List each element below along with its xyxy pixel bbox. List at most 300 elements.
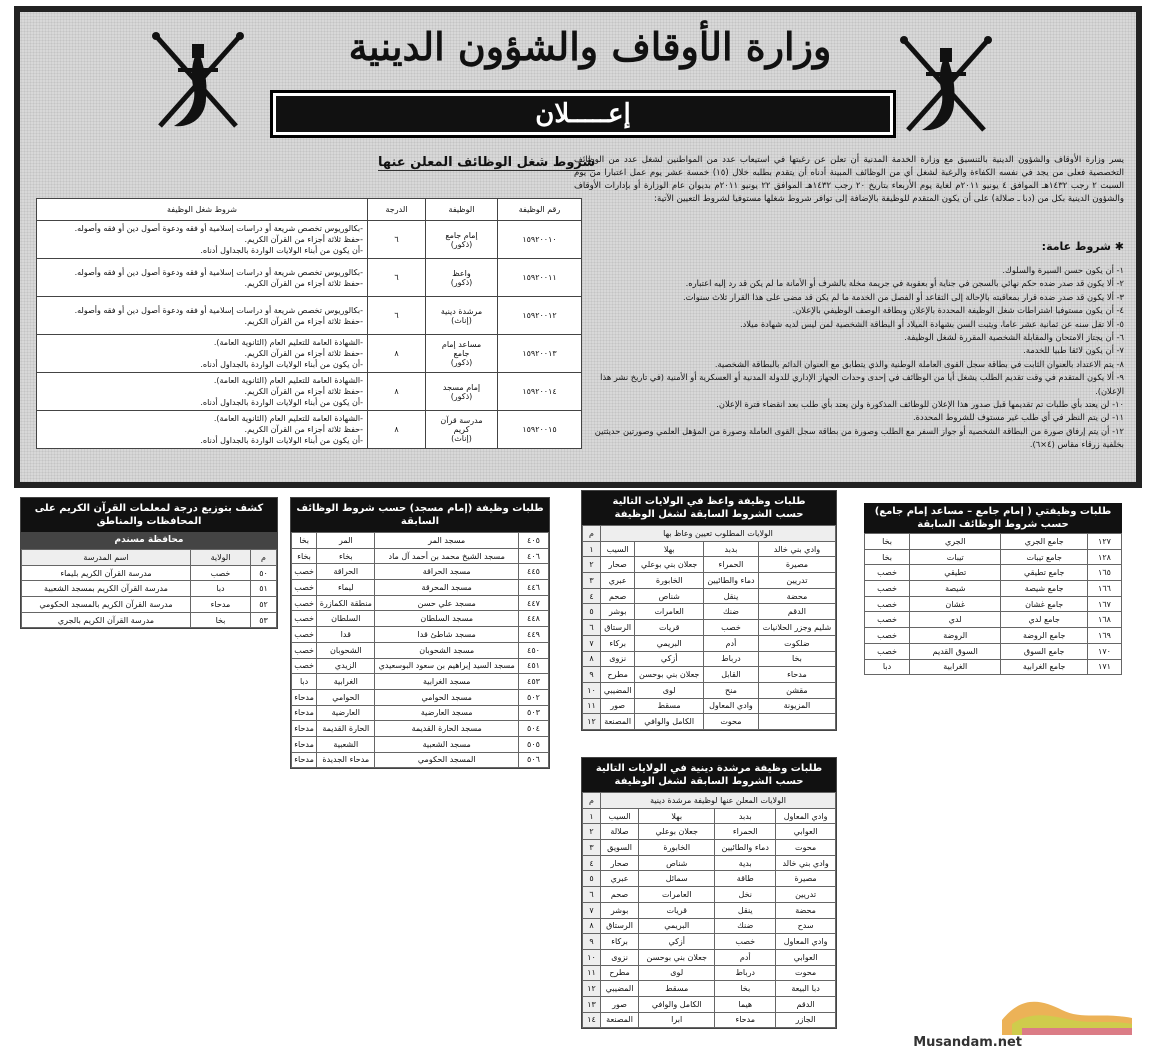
job-number-cell: ١٥٩٢٠٠١٢ bbox=[498, 297, 582, 335]
number-cell: ٤٠٥ bbox=[519, 533, 549, 549]
location-cell: تطيقي bbox=[910, 565, 1001, 581]
table-row bbox=[583, 573, 836, 589]
wilayat-cell: المصنعة bbox=[601, 714, 635, 730]
wilayat-cell: صحم bbox=[601, 887, 639, 903]
mosque-cell: مسجد علي حسن bbox=[375, 595, 519, 611]
mosque-cell: مسجد الغرابية bbox=[375, 674, 519, 690]
wilayat-cell: بهلا bbox=[639, 808, 715, 824]
general-condition-item: ١٢- أن يتم إرفاق صورة من البطاقة الشخصية أو جواز السفر مع الطلب وصورة من بطاقة سجل القوى العاملة وصورة من المؤهل العلمي وصورتين حديثتين بخلفية زرقاء مقاس (٤×٦). bbox=[594, 425, 1124, 450]
school-cell: مدرسة القرآن الكريم بليماء bbox=[22, 565, 191, 581]
wilayat-cell: خصب bbox=[865, 612, 910, 628]
wilayat-cell: صور bbox=[601, 996, 639, 1012]
wilayat-cell: الكامل والوافي bbox=[639, 996, 715, 1012]
wilayat-cell: خصب bbox=[191, 565, 251, 581]
table-row bbox=[583, 808, 836, 824]
wilayat-cell: المضيبي bbox=[601, 682, 635, 698]
wilayat-cell: خصب bbox=[865, 581, 910, 597]
wilayat-cell: وادي بني خالد bbox=[776, 855, 836, 871]
wilayat-cell: الكامل والوافي bbox=[635, 714, 704, 730]
wilayat-cell: خصب bbox=[865, 643, 910, 659]
wilayat-cell: نزوى bbox=[601, 651, 635, 667]
wilayat-cell: محوت bbox=[776, 965, 836, 981]
panel-title: طلبات وظيفتي ( إمام جامع – مساعد إمام جامع) حسب شروط الوظائف السابقة bbox=[864, 503, 1122, 533]
mosque-cell: جامع غشان bbox=[1001, 596, 1088, 612]
wilayat-cell: جعلان بني بوحسن bbox=[635, 667, 704, 683]
wilayat-cell: بدبد bbox=[715, 808, 776, 824]
table-row bbox=[583, 996, 836, 1012]
wilayat-cell: نخل bbox=[715, 887, 776, 903]
guide-jobs-panel bbox=[581, 757, 837, 1029]
musandam-watermark-logo bbox=[913, 990, 1142, 1050]
mosque-imam-panel bbox=[290, 497, 550, 769]
wilayat-cell: خصب bbox=[292, 580, 317, 596]
column-header: الوظيفة bbox=[426, 199, 498, 221]
general-condition-item: ٨- يتم الاعتداد بالعنوان الثابت في بطاقة سجل القوى العاملة الوطنية والذي يتطابق مع العنوان الدائم بالبطاقة الشخصية. bbox=[714, 358, 1124, 369]
wilayat-cell: السويق bbox=[601, 840, 639, 856]
wilayat-cell: جعلان بوعلي bbox=[639, 824, 715, 840]
general-condition-item: ١٠- لن يعتد بأي طلبات تم تقديمها قبل صدور هذا الإعلان للوظائف المذكورة ولن يعتد بأي طلب بعد انقضاء فترة الإعلان. bbox=[716, 399, 1124, 410]
governorate-label: محافظة مسندم bbox=[21, 532, 277, 549]
mosque-cell: مسجد العارضية bbox=[375, 705, 519, 721]
wilayat-cell: شناص bbox=[639, 855, 715, 871]
requirements-cell: -الشهادة العامة للتعليم العام (الثانوية العامة). -حفظ ثلاثة أجزاء من القرآن الكريم. -أن يكون من أبناء الولايات الواردة بالجداول أدناه. bbox=[37, 335, 368, 373]
mosque-cell: مسجد الحراقة bbox=[375, 564, 519, 580]
location-cell: المر bbox=[317, 533, 375, 549]
location-cell: الحارة القديمة bbox=[317, 721, 375, 737]
wilayat-cell: مصيرة bbox=[776, 871, 836, 887]
watermark-text: Musandam.net bbox=[913, 1035, 1022, 1050]
number-cell: ٤٤٩ bbox=[519, 627, 549, 643]
khanjar-emblem-icon bbox=[896, 34, 996, 144]
wilayat-cell: محضة bbox=[776, 902, 836, 918]
wilayat-cell: دماء والطائيين bbox=[715, 840, 776, 856]
wilayat-cell bbox=[758, 714, 835, 730]
wilayat-cell: منح bbox=[704, 682, 759, 698]
school-cell: مدرسة القرآن الكريم بالجري bbox=[22, 612, 191, 628]
table-row bbox=[583, 824, 836, 840]
number-cell: ٥٠٥ bbox=[519, 736, 549, 752]
table-row bbox=[292, 689, 549, 705]
wilayat-cell: تدريين bbox=[776, 887, 836, 903]
wilayat-cell: خصب bbox=[292, 611, 317, 627]
wilayat-cell: عبري bbox=[601, 573, 635, 589]
wilayat-cell: مدحاء bbox=[292, 721, 317, 737]
wilayat-cell: نزوى bbox=[601, 949, 639, 965]
wilayat-cell: مدحاء bbox=[292, 689, 317, 705]
panel-subheading: الولايات المعلن عنها لوظيفة مرشدة دينية bbox=[601, 793, 836, 809]
table-row bbox=[292, 580, 549, 596]
column-header: م bbox=[583, 793, 601, 809]
row-number-cell: ٩ bbox=[583, 667, 601, 683]
mosque-cell: جامع تيبات bbox=[1001, 549, 1088, 565]
location-cell: الحوامي bbox=[317, 689, 375, 705]
table-row bbox=[37, 335, 582, 373]
column-header: م bbox=[251, 550, 277, 566]
table-row bbox=[583, 682, 836, 698]
general-condition-item: ٦- أن يجتاز الامتحان والمقابلة الشخصية المقررة لشغل الوظيفة. bbox=[904, 332, 1124, 343]
table-row bbox=[292, 674, 549, 690]
school-cell: مدرسة القرآن الكريم بمسجد الشعبية bbox=[22, 581, 191, 597]
general-condition-item: ٣- ألا يكون قد صدر ضده قرار بمعاقبته بالإحالة إلى التقاعد أو الفصل من الخدمة ما لم يكن قد مضى على هذا القرار ثلاث سنوات. bbox=[682, 291, 1124, 302]
number-cell: ١٢٨ bbox=[1088, 549, 1122, 565]
job-number-cell: ١٥٩٢٠٠١١ bbox=[498, 259, 582, 297]
wilayat-cell: الحمراء bbox=[715, 824, 776, 840]
wilayat-cell: القابل bbox=[704, 667, 759, 683]
wilayat-cell: عبري bbox=[601, 871, 639, 887]
wilayat-cell: مدحاء bbox=[292, 736, 317, 752]
wilayat-cell: بركاء bbox=[601, 635, 635, 651]
number-cell: ٤٥١ bbox=[519, 658, 549, 674]
table-row bbox=[292, 721, 549, 737]
row-number-cell: ٩ bbox=[583, 934, 601, 950]
wilayat-cell: خصب bbox=[704, 620, 759, 636]
location-cell: منطقة الكمازرة bbox=[317, 595, 375, 611]
wilayat-cell: لوى bbox=[639, 965, 715, 981]
table-row bbox=[583, 604, 836, 620]
job-title-cell: مساعد إمام جامع (ذكور) bbox=[426, 335, 498, 373]
table-row bbox=[22, 597, 277, 613]
wilayat-cell: البريمي bbox=[635, 635, 704, 651]
wilayat-cell: ينقل bbox=[704, 588, 759, 604]
wilayat-cell: مصيرة bbox=[758, 557, 835, 573]
wilayat-cell: السيب bbox=[601, 541, 635, 557]
table-row bbox=[292, 595, 549, 611]
wilayat-cell: مسقط bbox=[635, 698, 704, 714]
location-cell: بخاء bbox=[317, 548, 375, 564]
job-title-cell: واعظ (ذكور) bbox=[426, 259, 498, 297]
table-row bbox=[865, 549, 1122, 565]
row-number-cell: ١٢ bbox=[583, 981, 601, 997]
number-cell: ٤٥٠ bbox=[519, 642, 549, 658]
row-number-cell: ١٠ bbox=[583, 682, 601, 698]
general-condition-item: ٧- أن يكون لائقا طبيا للخدمة. bbox=[1023, 345, 1124, 356]
wilayat-cell: درباط bbox=[715, 965, 776, 981]
wilayat-cell: صحار bbox=[601, 855, 639, 871]
wilayat-cell: بوشر bbox=[601, 902, 639, 918]
row-number-cell: ٥ bbox=[583, 604, 601, 620]
wilayat-cell: المزيونة bbox=[758, 698, 835, 714]
wilayat-cell: مسقط bbox=[639, 981, 715, 997]
table-row bbox=[583, 557, 836, 573]
table-row bbox=[583, 588, 836, 604]
table-row bbox=[292, 705, 549, 721]
wilayat-cell: بخا bbox=[865, 534, 910, 550]
panel-title: طلبات وظيفة (إمام مسجد) حسب شروط الوظائف السابقة bbox=[291, 498, 549, 532]
wilayat-cell: قريات bbox=[635, 620, 704, 636]
wilayat-cell: دماء والطائيين bbox=[704, 573, 759, 589]
number-cell: ٤٤٥ bbox=[519, 564, 549, 580]
wilayat-cell: المضيبي bbox=[601, 981, 639, 997]
table-header-row bbox=[37, 199, 582, 221]
number-cell: ١٧١ bbox=[1088, 659, 1122, 675]
wilayat-cell: ينقل bbox=[715, 902, 776, 918]
wilayat-cell: دبا bbox=[292, 674, 317, 690]
general-conditions-title: ✱ شروط عامة: bbox=[1041, 240, 1124, 253]
mosque-cell: جامع لدي bbox=[1001, 612, 1088, 628]
number-cell: ١٦٨ bbox=[1088, 612, 1122, 628]
table-row bbox=[865, 581, 1122, 597]
job-number-cell: ١٥٩٢٠٠١٣ bbox=[498, 335, 582, 373]
wilayat-cell: درباط bbox=[704, 651, 759, 667]
wilayat-cell: مطرح bbox=[601, 667, 635, 683]
mosque-cell: جامع الغرابية bbox=[1001, 659, 1088, 675]
wilayat-cell: خصب bbox=[715, 934, 776, 950]
wilayat-cell: الخابورة bbox=[639, 840, 715, 856]
mosque-cell: المسجد الحكومي bbox=[375, 752, 519, 768]
job-number-cell: ١٥٩٢٠٠١٠ bbox=[498, 221, 582, 259]
wilayat-cell: محضة bbox=[758, 588, 835, 604]
table-row bbox=[583, 902, 836, 918]
mosque-cell: مسجد المر bbox=[375, 533, 519, 549]
panel-title: كشف بتوزيع درجة لمعلمات القرآن الكريم على المحافظات والمناطق bbox=[21, 498, 277, 532]
wilayat-cell: الرستاق bbox=[601, 620, 635, 636]
panel-title: طلبات وظيفة مرشدة دينية في الولايات التالية حسب الشروط السابقة لشغل الوظيفة bbox=[582, 758, 836, 792]
mosque-cell: جامع الروضة bbox=[1001, 628, 1088, 644]
wilayat-cell: مطرح bbox=[601, 965, 639, 981]
table-row bbox=[583, 887, 836, 903]
table-row bbox=[583, 855, 836, 871]
wilayat-cell: سمائل bbox=[639, 871, 715, 887]
row-number-cell: ١٣ bbox=[583, 996, 601, 1012]
row-number-cell: ١٤ bbox=[583, 1012, 601, 1028]
table-row bbox=[292, 642, 549, 658]
table-row bbox=[583, 541, 836, 557]
wilayat-cell: دبا bbox=[191, 581, 251, 597]
location-cell: الروضة bbox=[910, 628, 1001, 644]
column-header: م bbox=[583, 526, 601, 542]
imam-jobs-panel bbox=[864, 503, 1122, 675]
location-cell: الشعبية bbox=[317, 736, 375, 752]
table-row bbox=[292, 627, 549, 643]
school-cell: مدرسة القرآن الكريم بالمسجد الحكومي bbox=[22, 597, 191, 613]
wilayat-cell: خصب bbox=[292, 564, 317, 580]
table-row bbox=[583, 965, 836, 981]
wilayat-cell: مدحاء bbox=[191, 597, 251, 613]
wilayat-cell: المصنعة bbox=[601, 1012, 639, 1028]
table-row bbox=[37, 297, 582, 335]
jobs-table bbox=[36, 198, 582, 449]
location-cell: الحراقة bbox=[317, 564, 375, 580]
requirements-cell: -الشهادة العامة للتعليم العام (الثانوية العامة). -حفظ ثلاثة أجزاء من القرآن الكريم. -أن يكون من أبناء الولايات الواردة بالجداول أدناه. bbox=[37, 373, 368, 411]
table-row bbox=[583, 871, 836, 887]
column-header: اسم المدرسة bbox=[22, 550, 191, 566]
location-cell: السوق القديم bbox=[910, 643, 1001, 659]
location-cell: شيصة bbox=[910, 581, 1001, 597]
number-cell: ٤٤٧ bbox=[519, 595, 549, 611]
table-row bbox=[583, 667, 836, 683]
number-cell: ١٢٧ bbox=[1088, 534, 1122, 550]
job-number-cell: ١٥٩٢٠٠١٥ bbox=[498, 411, 582, 449]
grade-cell: ٦ bbox=[368, 259, 426, 297]
wilayat-cell: الدقم bbox=[776, 996, 836, 1012]
mosque-cell: جامع تطيقي bbox=[1001, 565, 1088, 581]
grade-cell: ٨ bbox=[368, 411, 426, 449]
wilayat-cell: البريمي bbox=[639, 918, 715, 934]
wilayat-cell: بخا bbox=[865, 549, 910, 565]
general-condition-item: ٥- ألا تقل سنه عن ثمانية عشر عاما، ويثبت السن بشهادة الميلاد أو البطاقة الشخصية لمن ليس لديه شهادة ميلاد. bbox=[739, 318, 1124, 329]
wilayat-cell: لوى bbox=[635, 682, 704, 698]
wilayat-cell: خصب bbox=[292, 627, 317, 643]
wilayat-cell: الخابورة bbox=[635, 573, 704, 589]
table-row bbox=[865, 659, 1122, 675]
wilayat-cell: محوت bbox=[776, 840, 836, 856]
location-cell: قدا bbox=[317, 627, 375, 643]
wilayat-cell: وادي المعاول bbox=[776, 808, 836, 824]
wilayat-cell: ضلكوت bbox=[758, 635, 835, 651]
column-header: رقم الوظيفة bbox=[498, 199, 582, 221]
number-cell: ١٦٩ bbox=[1088, 628, 1122, 644]
wilayat-cell: أزكي bbox=[635, 651, 704, 667]
row-number-cell: ٢ bbox=[583, 824, 601, 840]
preacher-jobs-panel bbox=[581, 490, 837, 731]
table-row bbox=[583, 934, 836, 950]
location-cell: الشحوبان bbox=[317, 642, 375, 658]
row-number-cell: ٦ bbox=[583, 620, 601, 636]
wilayat-cell: السيب bbox=[601, 808, 639, 824]
wilayat-cell: وادي بني خالد bbox=[758, 541, 835, 557]
general-conditions-label: شروط عامة: bbox=[1041, 240, 1111, 253]
guide-jobs-table bbox=[582, 792, 836, 1028]
table-row bbox=[37, 373, 582, 411]
wilayat-cell: وادي المعاول bbox=[776, 934, 836, 950]
row-number-cell: ٤ bbox=[583, 855, 601, 871]
row-number-cell: ٥ bbox=[583, 871, 601, 887]
mosque-cell: مسجد السلطان bbox=[375, 611, 519, 627]
mosque-imam-table bbox=[291, 532, 549, 768]
row-number-cell: ١١ bbox=[583, 965, 601, 981]
table-row bbox=[583, 918, 836, 934]
preacher-jobs-table bbox=[582, 525, 836, 730]
table-row bbox=[37, 221, 582, 259]
number-cell: ٥٢ bbox=[251, 597, 277, 613]
mosque-cell: مسجد الحارة القديمة bbox=[375, 721, 519, 737]
wilayat-cell: الحمراء bbox=[704, 557, 759, 573]
wilayat-cell: دبا bbox=[865, 659, 910, 675]
location-cell: ليماء bbox=[317, 580, 375, 596]
table-row bbox=[583, 635, 836, 651]
mosque-cell: مسجد المحرقة bbox=[375, 580, 519, 596]
table-row bbox=[583, 840, 836, 856]
job-title-cell: إمام جامع (ذكور) bbox=[426, 221, 498, 259]
table-row bbox=[583, 651, 836, 667]
number-cell: ٥١ bbox=[251, 581, 277, 597]
table-row bbox=[22, 581, 277, 597]
wilayat-cell: تدريين bbox=[758, 573, 835, 589]
location-cell: الجري bbox=[910, 534, 1001, 550]
wilayat-cell: الرستاق bbox=[601, 918, 639, 934]
requirements-cell: -بكالوريوس تخصص شريعة أو دراسات إسلامية أو فقه ودعوة أصول دين أو فقه وأصوله. -حفظ ثلاثة أجزاء من القرآن الكريم. bbox=[37, 297, 368, 335]
wilayat-cell: بخا bbox=[292, 533, 317, 549]
wilayat-cell: شناص bbox=[635, 588, 704, 604]
mosque-cell: مسجد الشيخ محمد بن أحمد آل ماد bbox=[375, 548, 519, 564]
row-number-cell: ١١ bbox=[583, 698, 601, 714]
general-conditions-list bbox=[574, 264, 1124, 452]
wilayat-cell: مقشن bbox=[758, 682, 835, 698]
table-row bbox=[292, 533, 549, 549]
number-cell: ٥٠٣ bbox=[519, 705, 549, 721]
wilayat-cell: قريات bbox=[639, 902, 715, 918]
location-cell: العارضية bbox=[317, 705, 375, 721]
number-cell: ٥٠٤ bbox=[519, 721, 549, 737]
number-cell: ١٦٧ bbox=[1088, 596, 1122, 612]
number-cell: ١٦٥ bbox=[1088, 565, 1122, 581]
table-row bbox=[22, 565, 277, 581]
table-row bbox=[292, 564, 549, 580]
announcement-notice bbox=[14, 6, 1142, 488]
requirements-cell: -بكالوريوس تخصص شريعة أو دراسات إسلامية أو فقه ودعوة أصول دين أو فقه وأصوله. -حفظ ثلاثة أجزاء من القرآن الكريم. -أن يكون من أبناء الولايات الواردة بالجداول أدناه. bbox=[37, 221, 368, 259]
wilayat-cell: مدحاء bbox=[715, 1012, 776, 1028]
wilayat-cell: أزكي bbox=[639, 934, 715, 950]
row-number-cell: ٧ bbox=[583, 635, 601, 651]
wilayat-cell: العامرات bbox=[639, 887, 715, 903]
table-row bbox=[292, 548, 549, 564]
column-header: الولاية bbox=[191, 550, 251, 566]
general-condition-item: ٢- ألا يكون قد صدر ضده حكم نهائي بالسجن في جناية أو بعقوبة في جريمة مخلة بالشرف أو الأمانة ما لم يكن قد رد إليه اعتباره. bbox=[685, 278, 1124, 289]
number-cell: ٤٤٦ bbox=[519, 580, 549, 596]
wilayat-cell: ضنك bbox=[715, 918, 776, 934]
table-row bbox=[865, 565, 1122, 581]
location-cell: غشان bbox=[910, 596, 1001, 612]
location-cell: الغرابية bbox=[910, 659, 1001, 675]
wilayat-cell: أدم bbox=[715, 949, 776, 965]
row-number-cell: ١ bbox=[583, 541, 601, 557]
wilayat-cell: صلالة bbox=[601, 824, 639, 840]
imam-jobs-table bbox=[864, 533, 1122, 675]
announcement-label: إعـــــلان bbox=[276, 96, 890, 132]
wilayat-cell: جعلان بني بوعلي bbox=[635, 557, 704, 573]
row-number-cell: ٨ bbox=[583, 651, 601, 667]
musandam-logo-icon bbox=[913, 990, 1142, 1050]
table-row bbox=[583, 620, 836, 636]
number-cell: ١٦٦ bbox=[1088, 581, 1122, 597]
wilayat-cell: طاقة bbox=[715, 871, 776, 887]
wilayat-cell: صحار bbox=[601, 557, 635, 573]
wilayat-cell: الجازر bbox=[776, 1012, 836, 1028]
intro-paragraph: يسر وزارة الأوقاف والشؤون الدينية بالتنسيق مع وزارة الخدمة المدنية أن تعلن عن رغبتها في استيعاب عدد من المواطنين لشغل عدد من الوظائف التخصصية فعلى من يجد في نفسه الكفاءة والرغبة لشغل أي من الوظائف المبينة أدناه أن يتقدم بطلبه خلال (١٥) خمسة عشر يوم عمل اعتبارا من يوم السبت ٢ رجب ١٤٣٢هـ الموافق ٤ يونيو ٢٠١١م لغاية يوم الأربعاء بتاريخ ٢٠ رجب ١٤٣٢هـ الموافق ٢٢ يونيو ٢٠١١م بديوان عام الوزارة أو بإدارات الأوقاف والشؤون الدينية بكل من (دبا ـ صلالة) على أن يكون المتقدم للوظيفة بالإضافة إلى توافر شروط شغلها مستوفيا لشروط التعيين الآتية: bbox=[574, 155, 1124, 204]
mosque-cell: جامع السوق bbox=[1001, 643, 1088, 659]
row-number-cell: ١٠ bbox=[583, 949, 601, 965]
wilayat-cell: مدحاء bbox=[758, 667, 835, 683]
row-number-cell: ٤ bbox=[583, 588, 601, 604]
mosque-cell: مسجد السيد إبراهيم بن سعود البوسعيدي bbox=[375, 658, 519, 674]
table-row bbox=[292, 736, 549, 752]
general-condition-item: ١١- لن يتم النظر في أي طلب غير مستوف للشروط المحددة. bbox=[913, 412, 1124, 423]
general-condition-item: ٤- أن يكون مستوفيا اشتراطات شغل الوظيفة المحددة بالإعلان وبطاقة الوصف الوظيفي بالإعلان. bbox=[792, 305, 1124, 316]
job-title-cell: مرشدة دينية (إناث) bbox=[426, 297, 498, 335]
wilayat-cell: بخاء bbox=[292, 548, 317, 564]
location-cell: الزيدي bbox=[317, 658, 375, 674]
table-row bbox=[22, 612, 277, 628]
general-condition-item: ١- أن يكون حسن السيرة والسلوك. bbox=[1002, 265, 1124, 275]
wilayat-cell: الدقم bbox=[758, 604, 835, 620]
quran-schools-table bbox=[21, 549, 277, 628]
wilayat-cell: بهلا bbox=[635, 541, 704, 557]
wilayat-cell: ابرا bbox=[639, 1012, 715, 1028]
table-row bbox=[292, 752, 549, 768]
grade-cell: ٨ bbox=[368, 335, 426, 373]
quran-schools-panel bbox=[20, 497, 278, 629]
row-number-cell: ١٢ bbox=[583, 714, 601, 730]
mosque-cell: مسجد شاطئ قدا bbox=[375, 627, 519, 643]
requirements-cell: -الشهادة العامة للتعليم العام (الثانوية العامة). -حفظ ثلاثة أجزاء من القرآن الكريم. -أن يكون من أبناء الولايات الواردة بالجداول أدناه. bbox=[37, 411, 368, 449]
wilayat-cell: ضنك bbox=[704, 604, 759, 620]
location-cell: الغرابية bbox=[317, 674, 375, 690]
wilayat-cell: بخا bbox=[715, 981, 776, 997]
grade-cell: ٦ bbox=[368, 221, 426, 259]
mosque-cell: جامع الجري bbox=[1001, 534, 1088, 550]
wilayat-cell: مدحاء bbox=[292, 752, 317, 768]
wilayat-cell: جعلان بني بوحسن bbox=[639, 949, 715, 965]
